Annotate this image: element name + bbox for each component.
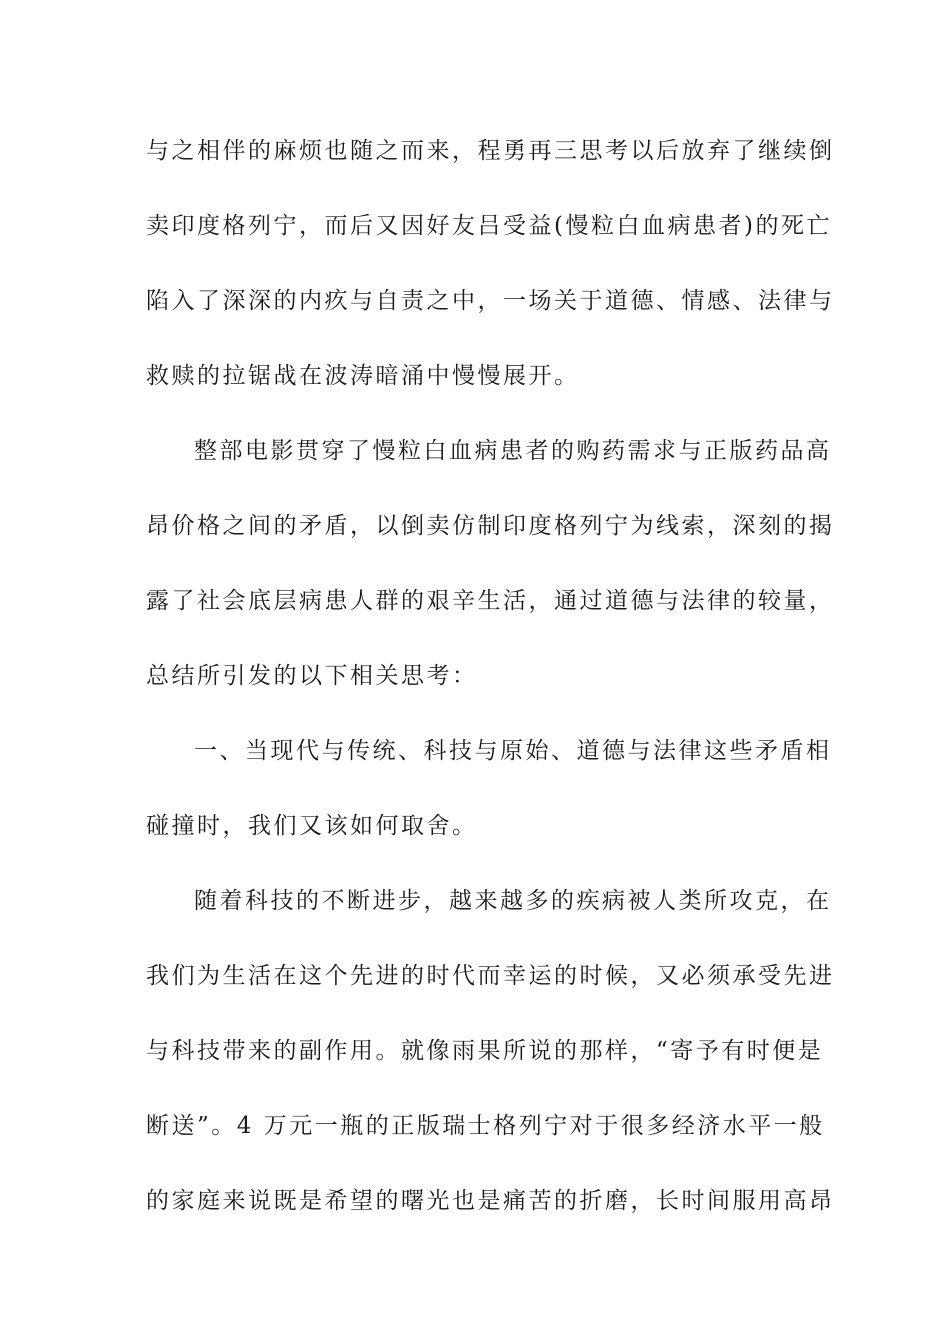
text-line: 卖印度格列宁，而后又因好友吕受益(慢粒白血病患者)的死亡 [146,213,832,239]
paragraph-first-line: 随着科技的不断进步，越来越多的疾病被人类所攻克，在 [194,888,832,914]
text-line: 救赎的拉锯战在波涛暗涌中慢慢展开。 [146,363,580,389]
text-line: 总结所引发的以下相关思考： [146,663,478,689]
text-line: 与科技带来的副作用。就像雨果所说的那样，“寄予有时便是 [146,1038,824,1064]
paragraph-first-line: 整部电影贯穿了慢粒白血病患者的购药需求与正版药品高 [194,438,832,464]
section-heading-line: 碰撞时，我们又该如何取舍。 [146,813,478,839]
text-line: 我们为生活在这个先进的时代而幸运的时候，又必须承受先进 [146,963,835,989]
text-line: 昂价格之间的矛盾，以倒卖仿制印度格列宁为线索，深刻的揭 [146,513,835,539]
text-line: 断送”。4 万元一瓶的正版瑞士格列宁对于很多经济水平一般 [146,1113,825,1139]
text-line: 的家庭来说既是希望的曙光也是痛苦的折磨，长时间服用高昂 [146,1188,835,1214]
text-line: 与之相伴的麻烦也随之而来，程勇再三思考以后放弃了继续倒 [146,138,835,164]
section-heading-line: 一、当现代与传统、科技与原始、道德与法律这些矛盾相 [194,738,832,764]
text-line: 陷入了深深的内疚与自责之中，一场关于道德、情感、法律与 [146,288,835,314]
text-line: 露了社会底层病患人群的艰辛生活，通过道德与法律的较量， [146,588,835,614]
